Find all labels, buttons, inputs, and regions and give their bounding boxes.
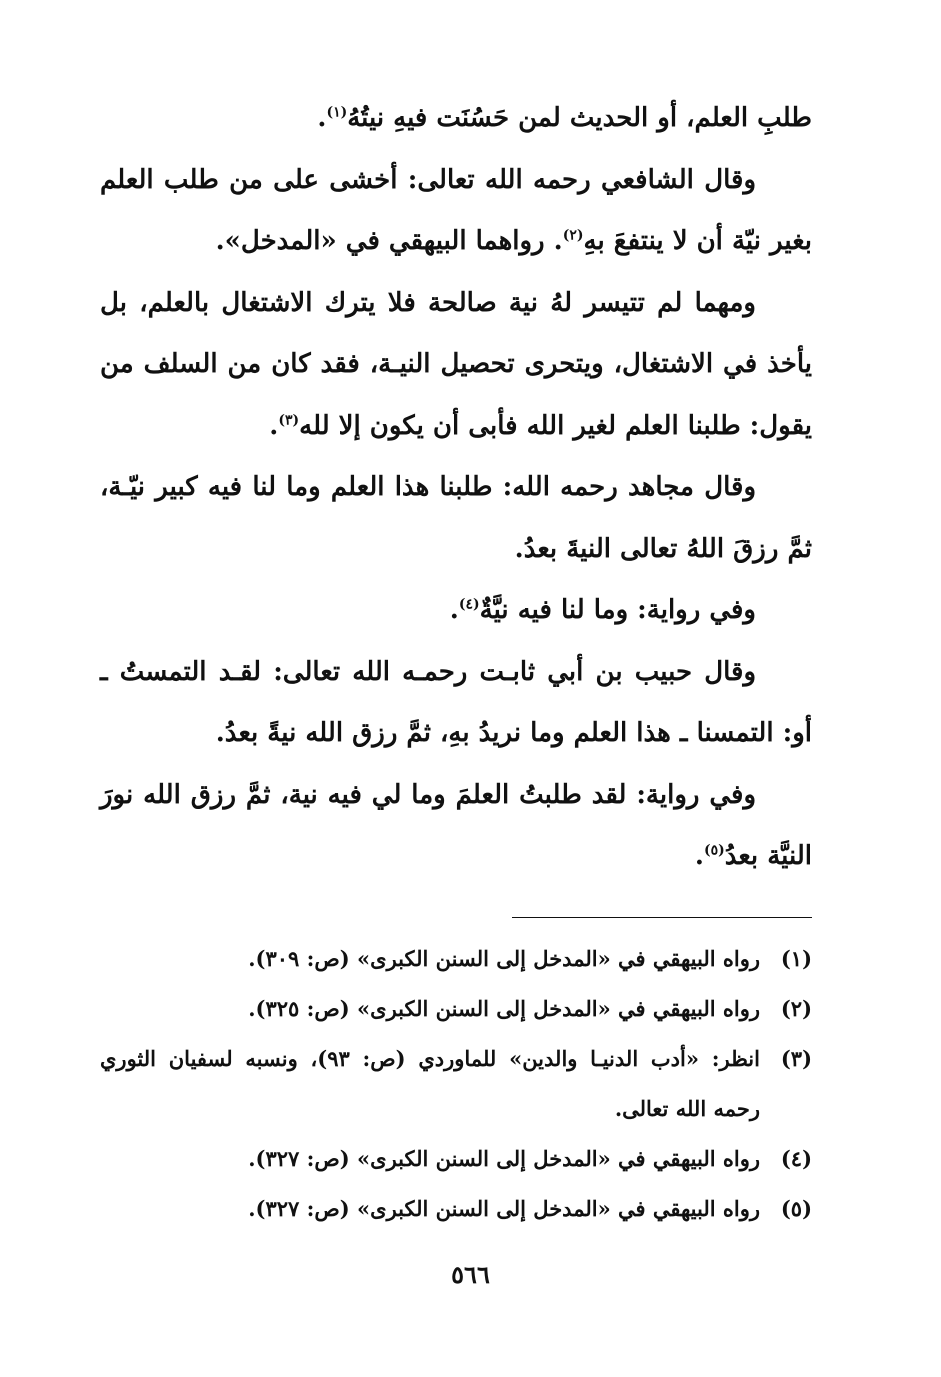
footnote-number: (٣) — [780, 1046, 812, 1071]
paragraph-5 — [100, 580, 812, 642]
paragraph-tail: . — [317, 103, 327, 133]
paragraph-text: ومهما لم تتيسر لهُ نية صالحة فلا يترك الاشتغال بالعلم، بل يأخذ في الاشتغال، ويتحرى تحصيل النيـة، فقد كان من السلف من يقول: طلبنا العلم لغير الله فأبى أن يكون إلا لله — [100, 287, 812, 441]
footnote-marker: (١) — [326, 104, 348, 121]
paragraph-text: وقال مجاهد رحمه الله: طلبنا هذا العلم وما لنا فيه كبير نيّـة، ثمَّ رزقَ اللهُ تعالى النيةَ بعدُ. — [100, 472, 812, 564]
footnote-marker: (٢) — [562, 227, 584, 244]
footnote-text: رواه البيهقي في «المدخل إلى السنن الكبرى» (ص: ٣٢٧). — [248, 1196, 760, 1221]
footnote-marker: (٣) — [278, 411, 300, 428]
footnote-number: (٢) — [780, 996, 812, 1021]
paragraph-7 — [100, 765, 812, 888]
paragraph-text: وقال الشافعي رحمه الله تعالى: أخشى على من طلب العلم بغير نيّة أن لا ينتفعَ بهِ — [100, 164, 812, 256]
footnote-5 — [100, 1184, 812, 1234]
paragraph-tail: . رواهما البيهقي في «المدخل». — [215, 226, 563, 256]
paragraph-tail: . — [694, 841, 704, 871]
footnote-number: (١) — [780, 946, 812, 971]
paragraph-1 — [100, 88, 812, 150]
footnote-number: (٤) — [780, 1146, 812, 1171]
footnote-number: (٥) — [780, 1196, 812, 1221]
footnote-3 — [100, 1034, 812, 1134]
paragraph-6 — [100, 642, 812, 765]
paragraph-tail: . — [449, 595, 459, 625]
footnote-text: رواه البيهقي في «المدخل إلى السنن الكبرى» (ص: ٣٢٧). — [248, 1146, 760, 1171]
paragraph-tail: . — [269, 410, 279, 441]
main-text — [100, 88, 812, 888]
footnote-4 — [100, 1134, 812, 1184]
paragraph-text: وقال حبيب بن أبي ثابـت رحمـه الله تعالى: لقـد التمستُ ـ أو: التمسنا ـ هذا العلم وما نريدُ بهِ، ثمَّ رزق الله نيةً بعدُ. — [100, 656, 812, 748]
page-number: ٥٦٦ — [451, 1260, 490, 1289]
paragraph-3 — [100, 273, 812, 458]
footnote-text: رواه البيهقي في «المدخل إلى السنن الكبرى» (ص: ٣٠٩). — [248, 946, 760, 971]
paragraph-text: وفي رواية: وما لنا فيه نيَّةٌ — [479, 595, 756, 625]
paragraph-4 — [100, 457, 812, 580]
footnote-text: رواه البيهقي في «المدخل إلى السنن الكبرى» (ص: ٣٢٥). — [248, 996, 760, 1021]
footnote-2 — [100, 984, 812, 1034]
footnotes — [100, 934, 812, 1234]
footnote-separator — [512, 917, 812, 918]
paragraph-text: وفي رواية: لقد طلبتُ العلمَ وما لي فيه نية، ثمَّ رزق الله نورَ النيَّة بعدُ — [100, 779, 812, 871]
footnote-text: انظر: «أدب الدنيـا والدين» للماوردي (ص: ٩٣)، ونسبه لسفيان الثوري رحمه الله تعالى. — [100, 1046, 760, 1121]
paragraph-text: طلبِ العلم، أو الحديث لمن حَسُنَت فيهِ نيتُهُ — [347, 103, 812, 133]
footnote-1 — [100, 934, 812, 984]
paragraph-2 — [100, 150, 812, 273]
footnote-marker: (٥) — [703, 842, 725, 859]
footnote-marker: (٤) — [458, 596, 480, 613]
